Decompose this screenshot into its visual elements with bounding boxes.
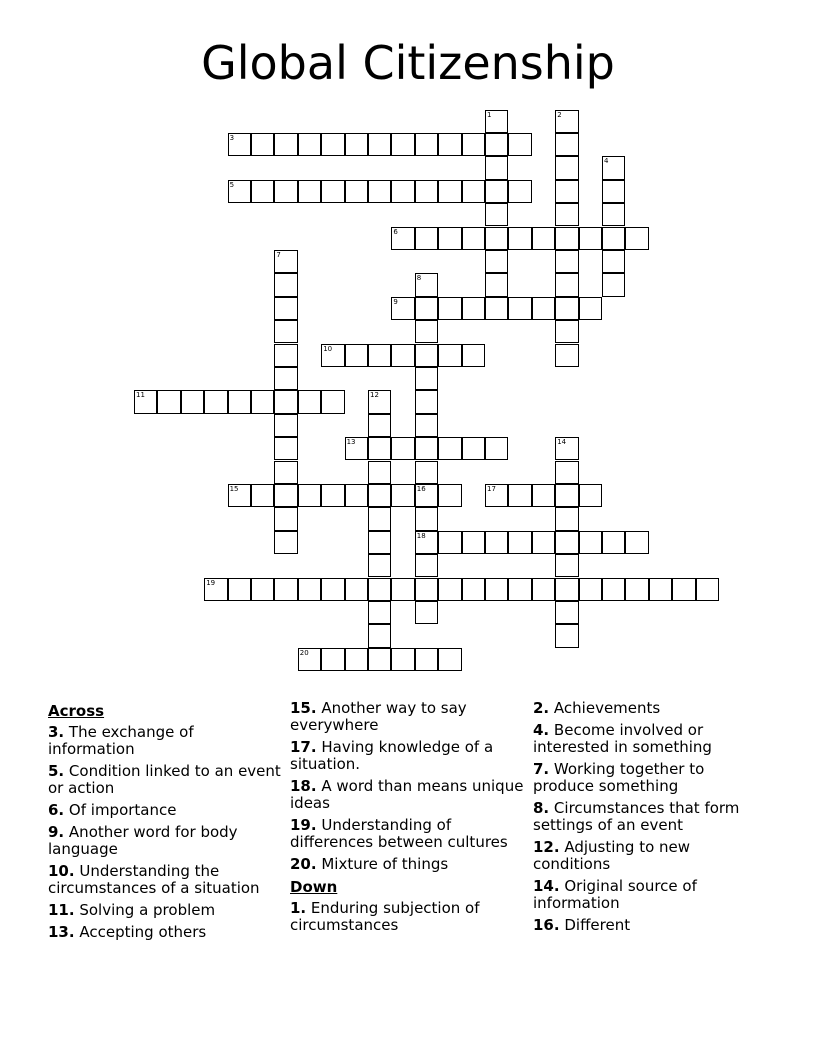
grid-cell[interactable] xyxy=(274,484,297,507)
clue-number: 17. xyxy=(290,738,317,756)
grid-cell[interactable] xyxy=(555,156,578,179)
grid-cell[interactable] xyxy=(274,180,297,203)
clue-number-label: 19 xyxy=(206,578,216,587)
grid-cell[interactable] xyxy=(415,414,438,437)
grid-cell[interactable] xyxy=(368,437,391,460)
clue-text: Understanding of differences between cultures xyxy=(290,816,508,851)
grid-cell[interactable] xyxy=(555,180,578,203)
grid-cell[interactable] xyxy=(321,648,344,671)
grid-cell[interactable] xyxy=(415,227,438,250)
clue-text: Mixture of things xyxy=(321,855,449,873)
grid-cell[interactable] xyxy=(228,390,251,413)
clue-item xyxy=(48,863,283,897)
grid-cell[interactable] xyxy=(555,484,578,507)
grid-cell[interactable] xyxy=(508,531,531,554)
clue-number: 3. xyxy=(48,723,65,741)
clue-number: 5. xyxy=(48,762,65,780)
clue-number-label: 12 xyxy=(370,391,379,400)
clue-number: 20. xyxy=(290,855,317,873)
grid-cell[interactable] xyxy=(555,250,578,273)
grid-cell[interactable] xyxy=(368,461,391,484)
grid-cell[interactable] xyxy=(438,531,461,554)
grid-cell[interactable] xyxy=(625,531,648,554)
clue-number: 10. xyxy=(48,862,75,880)
grid-cell[interactable] xyxy=(391,133,414,156)
clue-number: 13. xyxy=(48,923,75,941)
clue-number: 12. xyxy=(533,838,560,856)
clue-item xyxy=(290,900,525,934)
clue-number-label: 13 xyxy=(346,438,356,447)
grid-cell[interactable] xyxy=(532,297,555,320)
grid-cell[interactable] xyxy=(368,180,391,203)
grid-cell[interactable] xyxy=(672,578,695,601)
grid-cell[interactable] xyxy=(555,507,578,530)
grid-cell[interactable] xyxy=(274,437,297,460)
grid-cell[interactable] xyxy=(181,390,204,413)
grid-cell[interactable] xyxy=(368,648,391,671)
grid-cell[interactable] xyxy=(391,578,414,601)
grid-cell[interactable] xyxy=(555,578,578,601)
grid-cell[interactable] xyxy=(274,531,297,554)
grid-cell[interactable] xyxy=(438,297,461,320)
grid-cell[interactable] xyxy=(368,133,391,156)
grid-cell[interactable] xyxy=(345,133,368,156)
grid-cell[interactable] xyxy=(321,390,344,413)
grid-cell[interactable] xyxy=(321,484,344,507)
grid-cell[interactable] xyxy=(438,344,461,367)
clue-text: Another way to say everywhere xyxy=(290,699,467,734)
clue-number: 8. xyxy=(533,799,550,817)
grid-cell[interactable] xyxy=(602,180,625,203)
grid-cell[interactable] xyxy=(321,180,344,203)
grid-cell[interactable] xyxy=(602,203,625,226)
clue-item xyxy=(290,700,525,734)
grid-cell[interactable] xyxy=(532,531,555,554)
grid-cell[interactable] xyxy=(625,227,648,250)
grid-cell[interactable] xyxy=(415,390,438,413)
grid-cell[interactable] xyxy=(438,648,461,671)
grid-cell[interactable] xyxy=(555,344,578,367)
clue-number-label: 16 xyxy=(416,484,426,493)
clue-text: Adjusting to new conditions xyxy=(533,838,691,873)
puzzle-title: Global Citizenship xyxy=(201,36,615,90)
grid-cell[interactable] xyxy=(555,554,578,577)
grid-cell[interactable] xyxy=(415,180,438,203)
grid-cell[interactable] xyxy=(579,484,602,507)
grid-cell[interactable] xyxy=(251,390,274,413)
clue-number: 11. xyxy=(48,901,75,919)
grid-cell[interactable] xyxy=(391,180,414,203)
clue-item xyxy=(290,739,525,773)
clue-number-label: 20 xyxy=(299,648,309,657)
grid-cell[interactable] xyxy=(415,461,438,484)
grid-cell[interactable] xyxy=(415,601,438,624)
clue-number: 2. xyxy=(533,699,550,717)
grid-cell[interactable] xyxy=(485,531,508,554)
clue-number-label: 15 xyxy=(229,484,239,493)
grid-cell[interactable] xyxy=(274,461,297,484)
grid-cell[interactable] xyxy=(485,156,508,179)
grid-cell[interactable] xyxy=(415,648,438,671)
grid-cell[interactable] xyxy=(274,507,297,530)
grid-cell[interactable] xyxy=(251,180,274,203)
clue-text: Understanding the circumstances of a situation xyxy=(48,862,260,897)
grid-cell[interactable] xyxy=(368,624,391,647)
clue-text: Different xyxy=(564,916,631,934)
clue-number: 14. xyxy=(533,877,560,895)
grid-cell[interactable] xyxy=(649,578,672,601)
grid-cell[interactable] xyxy=(345,648,368,671)
grid-cell[interactable] xyxy=(532,484,555,507)
grid-cell[interactable] xyxy=(485,437,508,460)
clue-number: 4. xyxy=(533,721,550,739)
clue-number: 16. xyxy=(533,916,560,934)
clue-number-label: 3 xyxy=(229,133,235,142)
grid-cell[interactable] xyxy=(555,601,578,624)
clue-item xyxy=(533,878,768,912)
clue-number-label: 9 xyxy=(393,297,398,306)
grid-cell[interactable] xyxy=(298,484,321,507)
grid-cell[interactable] xyxy=(438,133,461,156)
grid-cell[interactable] xyxy=(696,578,719,601)
grid-cell[interactable] xyxy=(485,203,508,226)
clue-item xyxy=(533,761,768,795)
clue-text: A word than means unique ideas xyxy=(290,777,524,812)
grid-cell[interactable] xyxy=(415,344,438,367)
clue-item xyxy=(533,917,768,934)
clue-column-1 xyxy=(48,700,283,946)
grid-cell[interactable] xyxy=(555,227,578,250)
clue-number-label: 6 xyxy=(393,227,398,236)
clue-text: Another word for body language xyxy=(48,823,238,858)
grid-cell[interactable] xyxy=(391,437,414,460)
grid-cell[interactable] xyxy=(274,273,297,296)
grid-cell[interactable] xyxy=(555,133,578,156)
grid-cell[interactable] xyxy=(462,180,485,203)
grid-cell[interactable] xyxy=(555,320,578,343)
grid-cell[interactable] xyxy=(274,344,297,367)
grid-cell[interactable] xyxy=(415,133,438,156)
grid-cell[interactable] xyxy=(438,180,461,203)
clue-item xyxy=(533,700,768,717)
clue-column-2 xyxy=(290,700,525,939)
grid-cell[interactable] xyxy=(625,578,648,601)
clue-text: Circumstances that form settings of an event xyxy=(533,799,740,834)
grid-cell[interactable] xyxy=(157,390,180,413)
clue-text: Original source of information xyxy=(533,877,697,912)
grid-cell[interactable] xyxy=(251,133,274,156)
grid-cell[interactable] xyxy=(485,273,508,296)
grid-cell[interactable] xyxy=(485,180,508,203)
grid-cell[interactable] xyxy=(228,578,251,601)
grid-cell[interactable] xyxy=(462,297,485,320)
grid-cell[interactable] xyxy=(251,484,274,507)
grid-cell[interactable] xyxy=(368,484,391,507)
clue-item xyxy=(48,802,283,819)
grid-cell[interactable] xyxy=(391,344,414,367)
clue-number-label: 10 xyxy=(323,344,333,353)
grid-cell[interactable] xyxy=(462,578,485,601)
clue-number-label: 14 xyxy=(557,438,567,447)
grid-cell[interactable] xyxy=(391,648,414,671)
grid-cell[interactable] xyxy=(438,437,461,460)
grid-cell[interactable] xyxy=(579,531,602,554)
grid-cell[interactable] xyxy=(391,484,414,507)
grid-cell[interactable] xyxy=(321,578,344,601)
clue-item xyxy=(290,856,525,873)
grid-cell[interactable] xyxy=(555,461,578,484)
grid-cell[interactable] xyxy=(415,320,438,343)
clue-text: Condition linked to an event or action xyxy=(48,762,281,797)
grid-cell[interactable] xyxy=(368,601,391,624)
grid-cell[interactable] xyxy=(485,578,508,601)
grid-cell[interactable] xyxy=(368,531,391,554)
clue-number: 15. xyxy=(290,699,317,717)
grid-cell[interactable] xyxy=(602,531,625,554)
clue-number-label: 1 xyxy=(487,110,492,119)
grid-cell[interactable] xyxy=(555,297,578,320)
clue-text: Achievements xyxy=(553,699,661,717)
grid-cell[interactable] xyxy=(438,578,461,601)
grid-cell[interactable] xyxy=(602,578,625,601)
clue-text: Having knowledge of a situation. xyxy=(290,738,494,773)
clue-number: 6. xyxy=(48,801,65,819)
grid-cell[interactable] xyxy=(462,437,485,460)
across-heading: Across xyxy=(48,702,105,720)
grid-cell[interactable] xyxy=(415,507,438,530)
grid-cell[interactable] xyxy=(579,297,602,320)
grid-cell[interactable] xyxy=(415,367,438,390)
clue-text: Enduring subjection of circumstances xyxy=(290,899,480,934)
grid-cell[interactable] xyxy=(274,320,297,343)
grid-cell[interactable] xyxy=(438,484,461,507)
grid-cell[interactable] xyxy=(204,390,227,413)
grid-cell[interactable] xyxy=(298,133,321,156)
clue-text: Working together to produce something xyxy=(533,760,705,795)
grid-cell[interactable] xyxy=(602,250,625,273)
grid-cell[interactable] xyxy=(274,578,297,601)
grid-cell[interactable] xyxy=(274,367,297,390)
grid-cell[interactable] xyxy=(415,554,438,577)
clue-text: Accepting others xyxy=(79,923,207,941)
grid-cell[interactable] xyxy=(345,344,368,367)
clue-item xyxy=(48,724,283,758)
clue-number-label: 5 xyxy=(229,180,235,189)
clue-item xyxy=(290,817,525,851)
grid-cell[interactable] xyxy=(508,578,531,601)
grid-cell[interactable] xyxy=(368,578,391,601)
clue-number: 19. xyxy=(290,816,317,834)
grid-cell[interactable] xyxy=(415,437,438,460)
grid-cell[interactable] xyxy=(555,203,578,226)
clue-number-label: 11 xyxy=(136,391,145,400)
clue-number: 7. xyxy=(533,760,550,778)
grid-cell[interactable] xyxy=(508,180,531,203)
grid-cell[interactable] xyxy=(368,344,391,367)
grid-cell[interactable] xyxy=(251,578,274,601)
grid-cell[interactable] xyxy=(485,133,508,156)
clue-number: 18. xyxy=(290,777,317,795)
clue-text: Solving a problem xyxy=(79,901,216,919)
clue-number-label: 18 xyxy=(416,531,426,540)
grid-cell[interactable] xyxy=(274,414,297,437)
clue-number: 9. xyxy=(48,823,65,841)
grid-cell[interactable] xyxy=(368,414,391,437)
grid-cell[interactable] xyxy=(368,507,391,530)
grid-cell[interactable] xyxy=(508,484,531,507)
clue-item xyxy=(48,824,283,858)
grid-cell[interactable] xyxy=(462,133,485,156)
grid-cell[interactable] xyxy=(579,227,602,250)
grid-cell[interactable] xyxy=(462,531,485,554)
grid-cell[interactable] xyxy=(485,297,508,320)
grid-cell[interactable] xyxy=(508,297,531,320)
grid-cell[interactable] xyxy=(298,180,321,203)
grid-cell[interactable] xyxy=(555,531,578,554)
grid-cell[interactable] xyxy=(274,133,297,156)
down-heading: Down xyxy=(290,878,338,896)
clue-item xyxy=(48,763,283,797)
grid-cell[interactable] xyxy=(485,250,508,273)
grid-cell[interactable] xyxy=(508,227,531,250)
clue-column-3 xyxy=(533,700,768,939)
grid-cell[interactable] xyxy=(345,484,368,507)
clue-item xyxy=(533,722,768,756)
grid-cell[interactable] xyxy=(345,180,368,203)
grid-cell[interactable] xyxy=(438,227,461,250)
clue-item xyxy=(290,778,525,812)
clue-item xyxy=(533,800,768,834)
grid-cell[interactable] xyxy=(274,390,297,413)
clue-text: Of importance xyxy=(68,801,177,819)
grid-cell[interactable] xyxy=(321,133,344,156)
grid-cell[interactable] xyxy=(555,624,578,647)
clue-number: 1. xyxy=(290,899,307,917)
grid-cell[interactable] xyxy=(462,227,485,250)
clue-item xyxy=(48,902,283,919)
grid-cell[interactable] xyxy=(579,578,602,601)
clue-number-label: 17 xyxy=(487,484,496,493)
clue-item xyxy=(48,924,283,941)
grid-cell[interactable] xyxy=(274,297,297,320)
grid-cell[interactable] xyxy=(602,227,625,250)
grid-cell[interactable] xyxy=(298,578,321,601)
grid-cell[interactable] xyxy=(602,273,625,296)
grid-cell[interactable] xyxy=(415,578,438,601)
clue-number-label: 8 xyxy=(416,274,422,283)
grid-cell[interactable] xyxy=(508,133,531,156)
clue-item xyxy=(533,839,768,873)
grid-cell[interactable] xyxy=(345,578,368,601)
grid-cell[interactable] xyxy=(555,273,578,296)
clue-number-label: 2 xyxy=(557,110,562,119)
clue-number-label: 7 xyxy=(276,250,281,259)
grid-cell[interactable] xyxy=(485,227,508,250)
grid-cell[interactable] xyxy=(368,554,391,577)
clue-number-label: 4 xyxy=(604,157,609,166)
grid-cell[interactable] xyxy=(298,390,321,413)
grid-cell[interactable] xyxy=(532,227,555,250)
clue-text: Become involved or interested in something xyxy=(533,721,712,756)
grid-cell[interactable] xyxy=(462,344,485,367)
grid-cell[interactable] xyxy=(532,578,555,601)
grid-cell[interactable] xyxy=(415,297,438,320)
clue-text: The exchange of information xyxy=(48,723,194,758)
